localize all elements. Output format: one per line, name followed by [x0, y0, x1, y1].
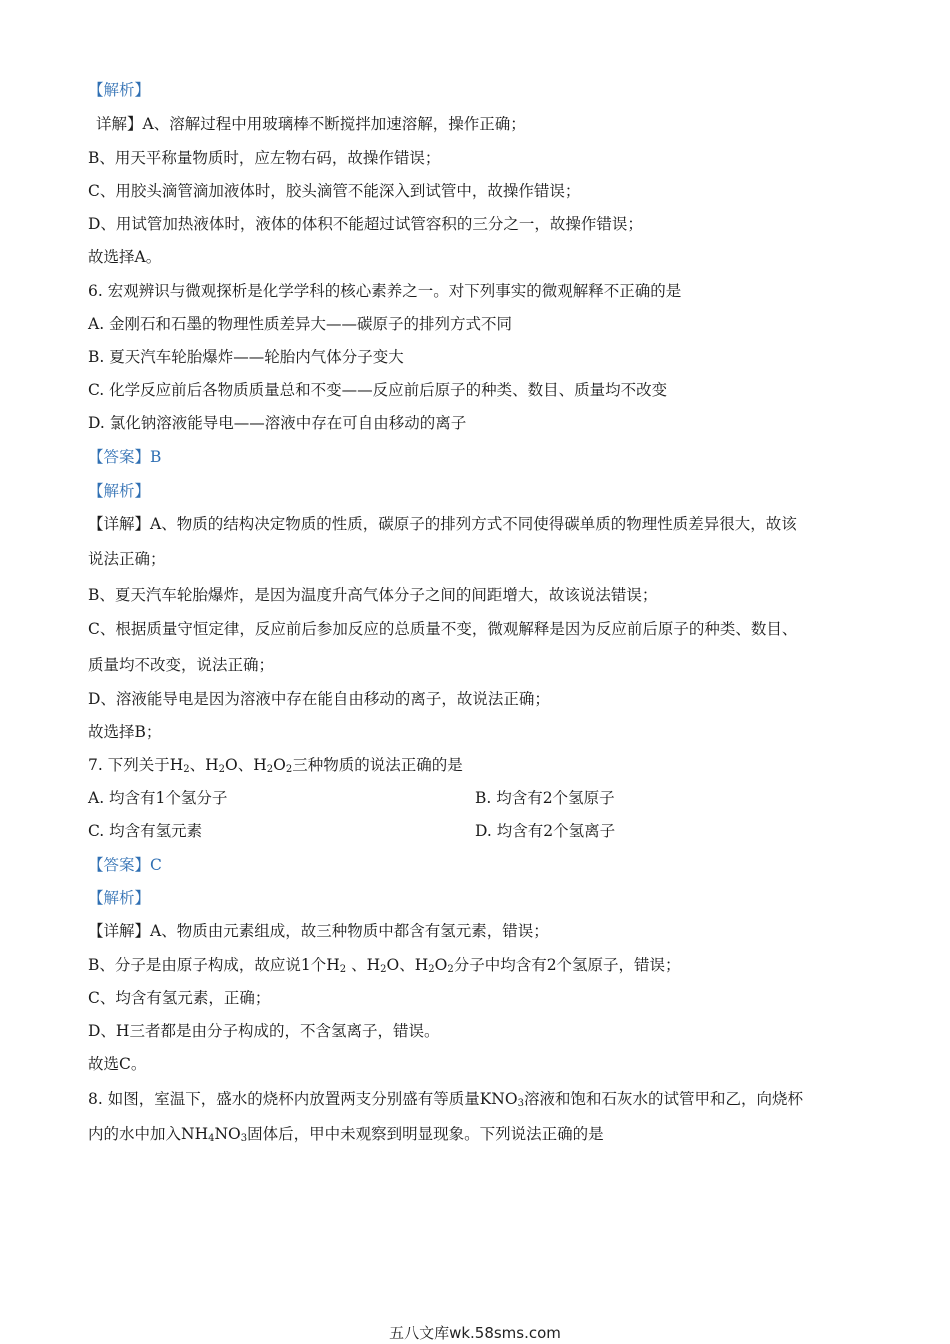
question-6-stem: 6. 宏观辨识与微观探析是化学学科的核心素养之一。对下列事实的微观解释不正确的是: [88, 282, 682, 300]
question-7-option-c: C. 均含有氢元素: [88, 822, 203, 840]
text-line: C、均含有氢元素，正确；: [88, 989, 271, 1007]
question-7-option-b: B. 均含有2个氢原子: [475, 789, 615, 807]
answer-label: 【答案】B: [88, 448, 162, 466]
analysis-label: 【解析】: [88, 81, 151, 99]
question-8-stem-cont: 内的水中加入$NH_4NO_3$固体后，甲中未观察到明显现象。下列说法正确的是: [88, 1125, 604, 1144]
text-line: B、用天平称量物质时，应左物右码，故操作错误；: [88, 149, 441, 167]
analysis-label: 【解析】: [88, 482, 151, 500]
text-line: 故选择A。: [88, 248, 162, 266]
question-6-option-a: A. 金刚石和石墨的物理性质差异大——碳原子的排列方式不同: [88, 315, 513, 333]
text-line: B、分子是由原子构成，故应说1个$H_2$ 、$H_2O$、$H_2O_2$分子中均含有2个氢原子，错误；: [88, 956, 681, 975]
analysis-label: 【解析】: [88, 889, 151, 907]
text-line: 质量均不改变，说法正确；: [88, 656, 275, 674]
detail-line: 【详解】A、物质的结构决定物质的性质，碳原子的排列方式不同使得碳单质的物理性质差异很大，故该: [88, 515, 797, 533]
question-6-option-c: C. 化学反应前后各物质质量总和不变——反应前后原子的种类、数目、质量均不改变: [88, 381, 668, 399]
text-line: C、根据质量守恒定律，反应前后参加反应的总质量不变，微观解释是因为反应前后原子的种类、数目、: [88, 620, 798, 638]
question-7-stem: 7. 下列关于$H_2$、$H_2O$、$H_2O_2$三种物质的说法正确的是: [88, 756, 463, 775]
question-7-option-d: D. 均含有2个氢离子: [475, 822, 616, 840]
footer-watermark: 五八文库wk.58sms.com: [389, 1324, 561, 1342]
detail-line: 【详解】A、物质由元素组成，故三种物质中都含有氢元素，错误；: [88, 922, 549, 940]
detail-line: 详解】A、溶解过程中用玻璃棒不断搅拌加速溶解，操作正确；: [96, 115, 526, 133]
question-7-option-a: A. 均含有1个氢分子: [88, 789, 228, 807]
text-line: D、溶液能导电是因为溶液中存在能自由移动的离子，故说法正确；: [88, 690, 550, 708]
text-line: C、用胶头滴管滴加液体时，胶头滴管不能深入到试管中，故操作错误；: [88, 182, 581, 200]
text-line: D、H三者都是由分子构成的，不含氢离子，错误。: [88, 1022, 440, 1040]
question-6-option-b: B. 夏天汽车轮胎爆炸——轮胎内气体分子变大: [88, 348, 404, 366]
text-line: D、用试管加热液体时，液体的体积不能超过试管容积的三分之一，故操作错误；: [88, 215, 643, 233]
text-line: 故选C。: [88, 1055, 147, 1073]
question-6-option-d: D. 氯化钠溶液能导电——溶液中存在可自由移动的离子: [88, 414, 467, 432]
question-8-stem: 8. 如图，室温下，盛水的烧杯内放置两支分别盛有等质量$KNO_3$溶液和饱和石灰水的试管甲和乙，向烧杯: [88, 1090, 803, 1109]
answer-label: 【答案】C: [88, 856, 162, 874]
text-line: B、夏天汽车轮胎爆炸，是因为温度升高气体分子之间的间距增大，故该说法错误；: [88, 586, 658, 604]
text-line: 说法正确；: [88, 550, 166, 568]
text-line: 故选择B；: [88, 723, 162, 741]
